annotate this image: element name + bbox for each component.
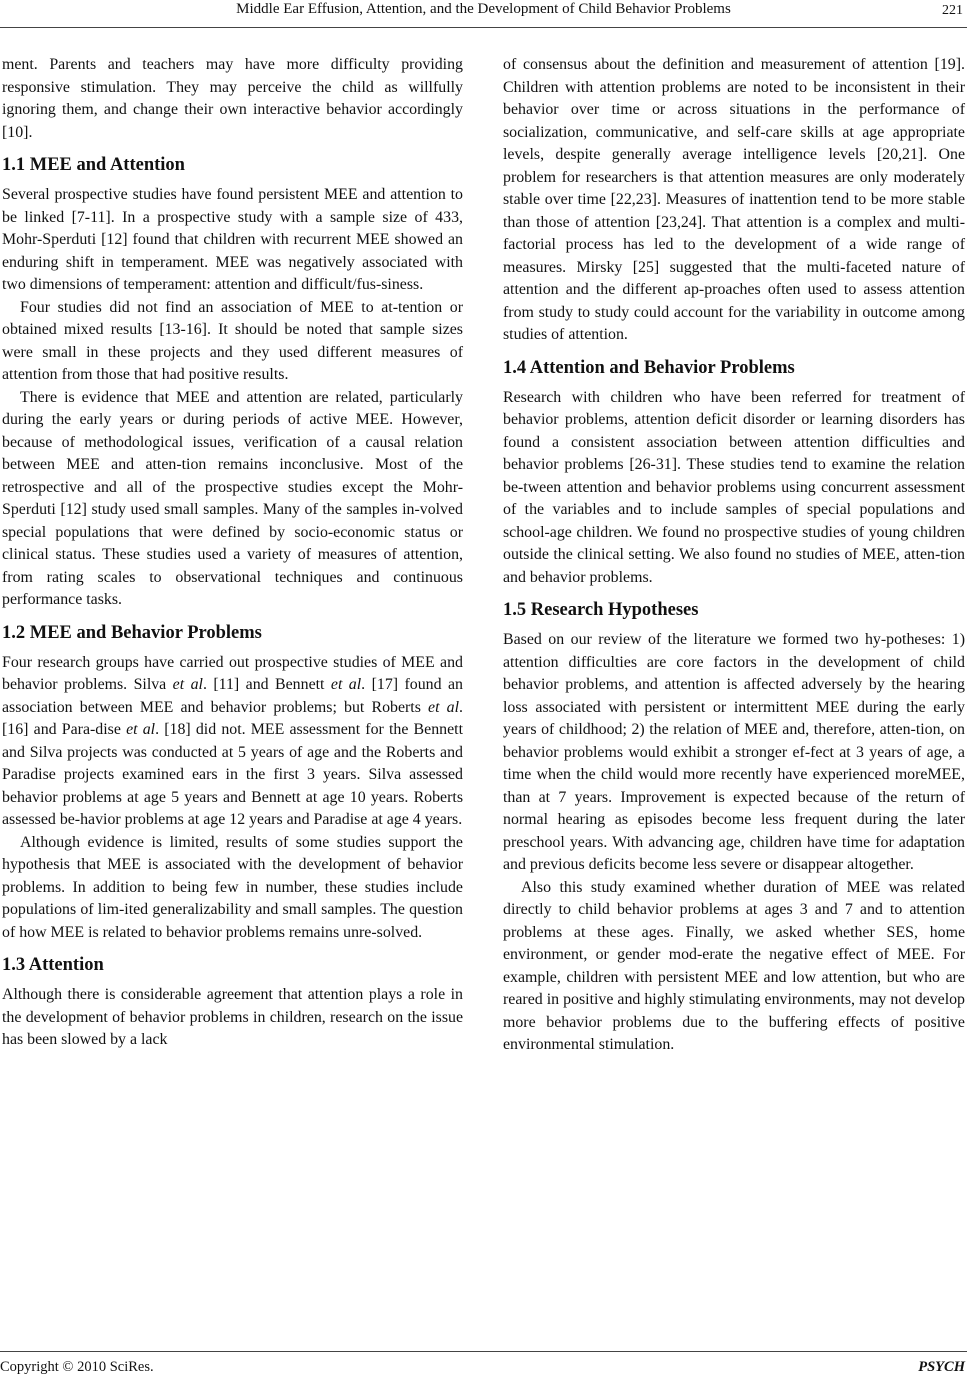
text-run: . [16] and Para-dise xyxy=(2,698,463,738)
paragraph: Although there is considerable agreement that attention plays a role in the development of behavior problems in children, research on the issue has been slowed by a lack xyxy=(2,986,463,1048)
paragraph: of consensus about the definition and measurement of attention [19]. Children with attention problems are noted to be inconsistent in their behavior over time or across situations in the performance of socialization, communicative, and self-care skills at age appropriate levels, despite generally average intelligence levels [20,21]. One problem for researchers is that attention measures are only moderately stable over time [22,23]. Measures of inattention tend to be more stable than those of attention [23,24]. That attention is a complex and multi-factorial process has led to the development of a wide range of measures. Mirsky [25] suggested that the multi-faceted nature of attention and the different ap-proaches often used to assess attention from study to study could account for the variability in outcome among studies of attention. xyxy=(503,56,965,343)
page-number: 221 xyxy=(942,3,963,18)
page-header xyxy=(0,0,967,26)
paragraph: Research with children who have been referred for treatment of behavior problems, attention deficit disorder or learning disorders has found a consistent association between attention difficulties and behavior problems [26-31]. These studies tend to examine the relation be-tween attention and behavior problems using concurrent assessment of the variables and to include samples of special populations and school-age children. We found no prospective studies of young children outside the clinical setting. We also found no studies of MEE, atten-tion and behavior problems. xyxy=(503,388,965,586)
text-run: Four research groups have carried out prospective studies of MEE and behavior problems. Silva xyxy=(2,653,463,693)
et-al: et al xyxy=(172,676,203,693)
text-run: . [18] did not. MEE assessment for the Bennett and Silva projects was conducted at 5 years of age and the Roberts and Paradise projects examined ears in the first 3 years. Silva assessed behavior problems at age 5 years and Bennett at age 10 years. Roberts assessed be-havior problems at age 12 years and Paradise at age 4 years. xyxy=(2,721,463,828)
journal-name: PSYCH xyxy=(918,1359,965,1375)
running-title: Middle Ear Effusion, Attention, and the Development of Child Behavior Problems xyxy=(236,1,731,17)
paragraph: Also this study examined whether duration of MEE was related directly to child behavior problems at ages 3 and 7 and to attention problems at these ages. Finally, we asked whether SES, home environment, or gender mod-erate the negative effect of MEE. For example, children with persistent MEE and low attention, but who are reared in positive and highly stimulating environments, may not develop more behavior problems due to the buffering effects of positive environmental stimulation. xyxy=(503,878,965,1053)
footer-rule xyxy=(0,1351,967,1352)
paragraph: Several prospective studies have found persistent MEE and attention to be linked [7-11]. In a prospective study with a sample size of 433, Mohr-Sperduti [12] found that children with recurrent MEE showed an enduring shift in temperament. MEE was negatively associated with two dimensions of temperament: attention and difficult/fus-siness. xyxy=(2,186,463,293)
et-al: et al xyxy=(126,721,156,738)
paragraph: Based on our review of the literature we formed two hy-potheses: 1) attention difficulties are core factors in the development of child behavior problems, and attention is affected adversely by the hearing loss associated with persistent or intermittent MEE during the early years of childhood; 2) the relation of MEE and, therefore, atten-tion, on behavior problems would exhibit a stronger ef-fect at 3 years of age, a time when the child would more recently have experienced moreMEE, than at 7 years. Improvement is expected because of the return of normal hearing as episodes become less frequent during the later preschool years. With advancing age, children have time for adaptation and previous deficits become less severe or disappear altogether. xyxy=(503,631,965,873)
paragraph: ment. Parents and teachers may have more difficulty providing responsive stimulation. They may perceive the child as willfully ignoring them, and change their own interactive behavior accordingly [10]. xyxy=(2,56,463,141)
header-rule xyxy=(0,27,967,28)
paragraph xyxy=(2,652,463,832)
left-column xyxy=(2,54,463,1052)
section-heading-1-4: 1.4 Attention and Behavior Problems xyxy=(503,357,795,378)
paragraph: Although evidence is limited, results of some studies support the hypothesis that MEE is associated with the development of behavior problems. In addition to being few in number, these studies include populations of lim-ited generalizability and small samples. The question of how MEE is related to behavior problems remains unre-solved. xyxy=(2,833,463,941)
section-heading-1-5: 1.5 Research Hypotheses xyxy=(503,600,699,620)
copyright-notice: Copyright © 2010 SciRes. xyxy=(0,1359,154,1375)
et-al: et al xyxy=(428,698,460,716)
section-heading-1-1: 1.1 MEE and Attention xyxy=(2,155,185,175)
text-run: . [17] found an association between MEE and behavior problems; but Roberts xyxy=(2,676,463,716)
et-al: et al xyxy=(330,676,362,693)
paragraph: There is evidence that MEE and attention are related, particularly during the early years or during periods of active MEE. However, because of methodological issues, verification of a causal relation between MEE and atten-tion remains inconclusive. Most of the retrospective and all of the prospective studies except the Mohr-Sperduti [12] study used small samples. Many of the samples in-volved special populations that were defined by socio-economic status or clinical status. These studies used a variety of measures of attention, from rating scales to observational techniques and continuous performance tasks. xyxy=(2,388,463,608)
right-column xyxy=(503,54,965,1057)
section-heading-1-3: 1.3 Attention xyxy=(2,955,104,975)
paragraph: Four studies did not find an association of MEE to at-tention or obtained mixed results [13-16]. It should be noted that sample sizes were small in these projects and they used different measures of attention from those that had positive results. xyxy=(2,298,463,383)
section-heading-1-2: 1.2 MEE and Behavior Problems xyxy=(2,622,262,643)
text-run: . [11] and Bennett xyxy=(202,676,331,693)
